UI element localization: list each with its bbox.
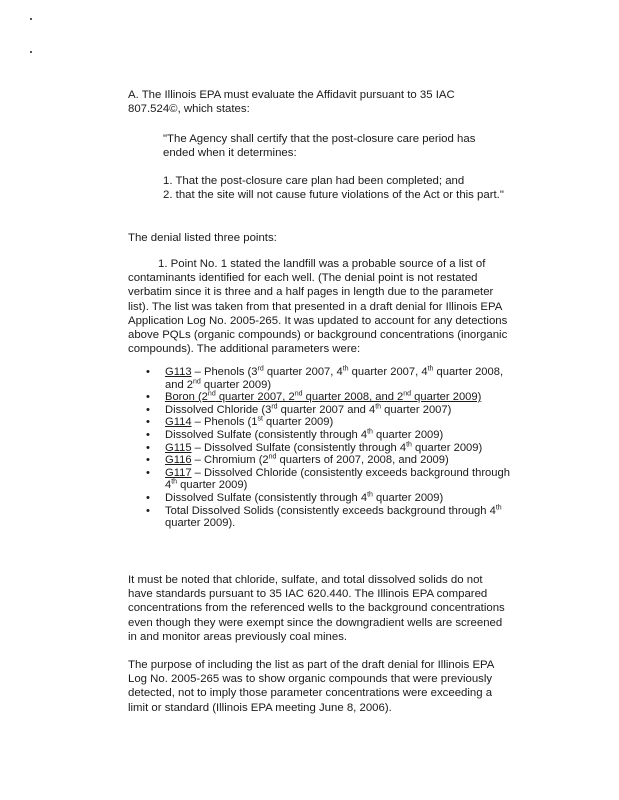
list-item-text: Dissolved Sulfate (consistently through 4: [165, 491, 368, 504]
ordinal-suffix: th: [495, 503, 502, 511]
quoted-regulation-items: [163, 174, 508, 202]
ordinal-suffix: th: [171, 478, 178, 486]
list-item-text: – Phenols (3: [191, 366, 258, 378]
bullet-icon: •: [146, 391, 150, 404]
list-item-text: Total Dissolved Solids (consistently exceeds background through 4: [165, 504, 496, 517]
bullet-icon: •: [146, 466, 150, 479]
point-1-text: Point No. 1 stated the landfill was a probable source of a list of contaminants identified for each well. (The denial point is not restated verbatim since it is three and a half pages in length due to the parameter list). The list was taken from that presented in a draft denial for Illinois EPA Application Log No. 2005-265. It was updated to account for any detections above PQLs (organic compounds) or background concentrations (inorganic compounds). The additional parameters were:: [128, 258, 508, 356]
list-item-text: Dissolved Chloride (3: [165, 403, 272, 416]
denial-heading: The denial listed three points:: [128, 232, 277, 244]
list-item: [146, 454, 516, 467]
list-item-text: quarter 2007 and 4: [277, 403, 376, 416]
well-label: G114: [165, 416, 192, 429]
ordinal-suffix: th: [406, 440, 412, 448]
scan-speck: [30, 18, 32, 20]
ordinal-suffix: th: [375, 403, 382, 411]
bullet-icon: •: [146, 416, 150, 429]
list-item-text: – Phenols (1: [191, 416, 258, 429]
list-item: [146, 442, 516, 455]
ordinal-suffix: nd: [403, 390, 412, 398]
ordinal-suffix: rd: [271, 403, 278, 411]
ordinal-suffix: st: [257, 415, 263, 423]
ordinal-suffix: th: [427, 365, 434, 373]
list-item-text: quarter 2009): [411, 391, 482, 404]
list-item: [146, 404, 516, 417]
quote-item-1: 1. That the post-closure care plan had been completed; and: [163, 175, 465, 187]
list-item: [146, 416, 516, 429]
list-item-text: quarters of 2007, 2008, and 2009): [276, 454, 449, 467]
list-item-text: quarter 2007, 4: [263, 366, 343, 378]
ordinal-suffix: th: [367, 491, 373, 499]
quoted-regulation-lead: "The Agency shall certify that the post-closure care period has ended when it determines:: [163, 133, 476, 160]
bullet-icon: •: [146, 428, 150, 441]
list-item-text: quarter 2009): [372, 491, 444, 504]
parameter-list: [146, 366, 516, 530]
ordinal-suffix: nd: [193, 377, 201, 385]
ordinal-suffix: nd: [268, 453, 277, 461]
list-item-text: quarter 2009): [411, 441, 483, 454]
ordinal-suffix: nd: [294, 390, 303, 398]
bullet-icon: •: [146, 454, 150, 467]
bullet-icon: •: [146, 491, 150, 504]
boron-underlined-text: [165, 391, 481, 403]
section-a-intro: A. The Illinois EPA must evaluate the Affidavit pursuant to 35 IAC 807.524©, which states:: [128, 89, 455, 116]
list-item: [146, 505, 516, 530]
list-item-text: quarter 2008, and 2: [165, 366, 504, 391]
ordinal-suffix: rd: [257, 365, 264, 373]
list-item-text: quarter 2007, 4: [348, 366, 428, 378]
list-item-text: quarter 2009): [372, 428, 444, 441]
list-item-text: quarter 2007): [381, 403, 452, 416]
list-item: [146, 467, 516, 492]
list-item: [146, 366, 516, 391]
well-label: G115: [165, 441, 192, 454]
well-label: G117: [165, 466, 192, 479]
list-item-text: – Chromium (2: [191, 454, 269, 467]
list-item-text: quarter 2007, 2: [215, 391, 295, 404]
ordinal-suffix: th: [367, 428, 373, 436]
list-item-text: – Dissolved Sulfate (consistently through 4: [191, 441, 407, 454]
scan-speck: [30, 51, 32, 53]
list-item-text: quarter 2009): [200, 378, 272, 391]
list-item-text: Boron (2: [165, 391, 208, 404]
list-item: [146, 492, 516, 505]
well-label: G113: [165, 366, 192, 378]
standards-paragraph: It must be noted that chloride, sulfate, and total dissolved solids do not have standards pursuant to 35 IAC 620.440. The Illinois EPA compared concentrations from the referenced wells to the background concentrations even though they were exempt since the downgradient wells are screened in and monitor areas previously coal mines.: [128, 574, 505, 643]
list-item-text: quarter 2008, and 2: [302, 391, 404, 404]
list-item-text: quarter 2009).: [165, 517, 236, 530]
point-1-paragraph: [128, 257, 508, 356]
ordinal-suffix: nd: [207, 390, 216, 398]
list-item-text: quarter 2009): [177, 479, 248, 492]
list-item-text: quarter 2009): [262, 416, 334, 429]
list-item: [146, 391, 516, 404]
bullet-icon: •: [146, 403, 150, 416]
list-item-text: – Dissolved Chloride (consistently exceeds background through 4: [165, 466, 510, 492]
purpose-paragraph: The purpose of including the list as part of the draft denial for Illinois EPA Log No. 2005-265 was to show organic compounds that were previously detected, not to imply those parameter concentrations were exceeding a limit or standard (Illinois EPA meeting June 8, 2006).: [128, 659, 494, 714]
list-item-text: Dissolved Sulfate (consistently through 4: [165, 428, 368, 441]
quote-item-2: 2. that the site will not cause future violations of the Act or this part.": [163, 189, 504, 202]
list-item: [146, 429, 516, 442]
well-label: G116: [165, 454, 192, 467]
point-1-number: 1.: [158, 258, 168, 270]
bullet-icon: •: [146, 441, 150, 454]
bullet-icon: •: [146, 504, 150, 517]
bullet-icon: •: [146, 366, 150, 378]
ordinal-suffix: th: [342, 365, 349, 373]
